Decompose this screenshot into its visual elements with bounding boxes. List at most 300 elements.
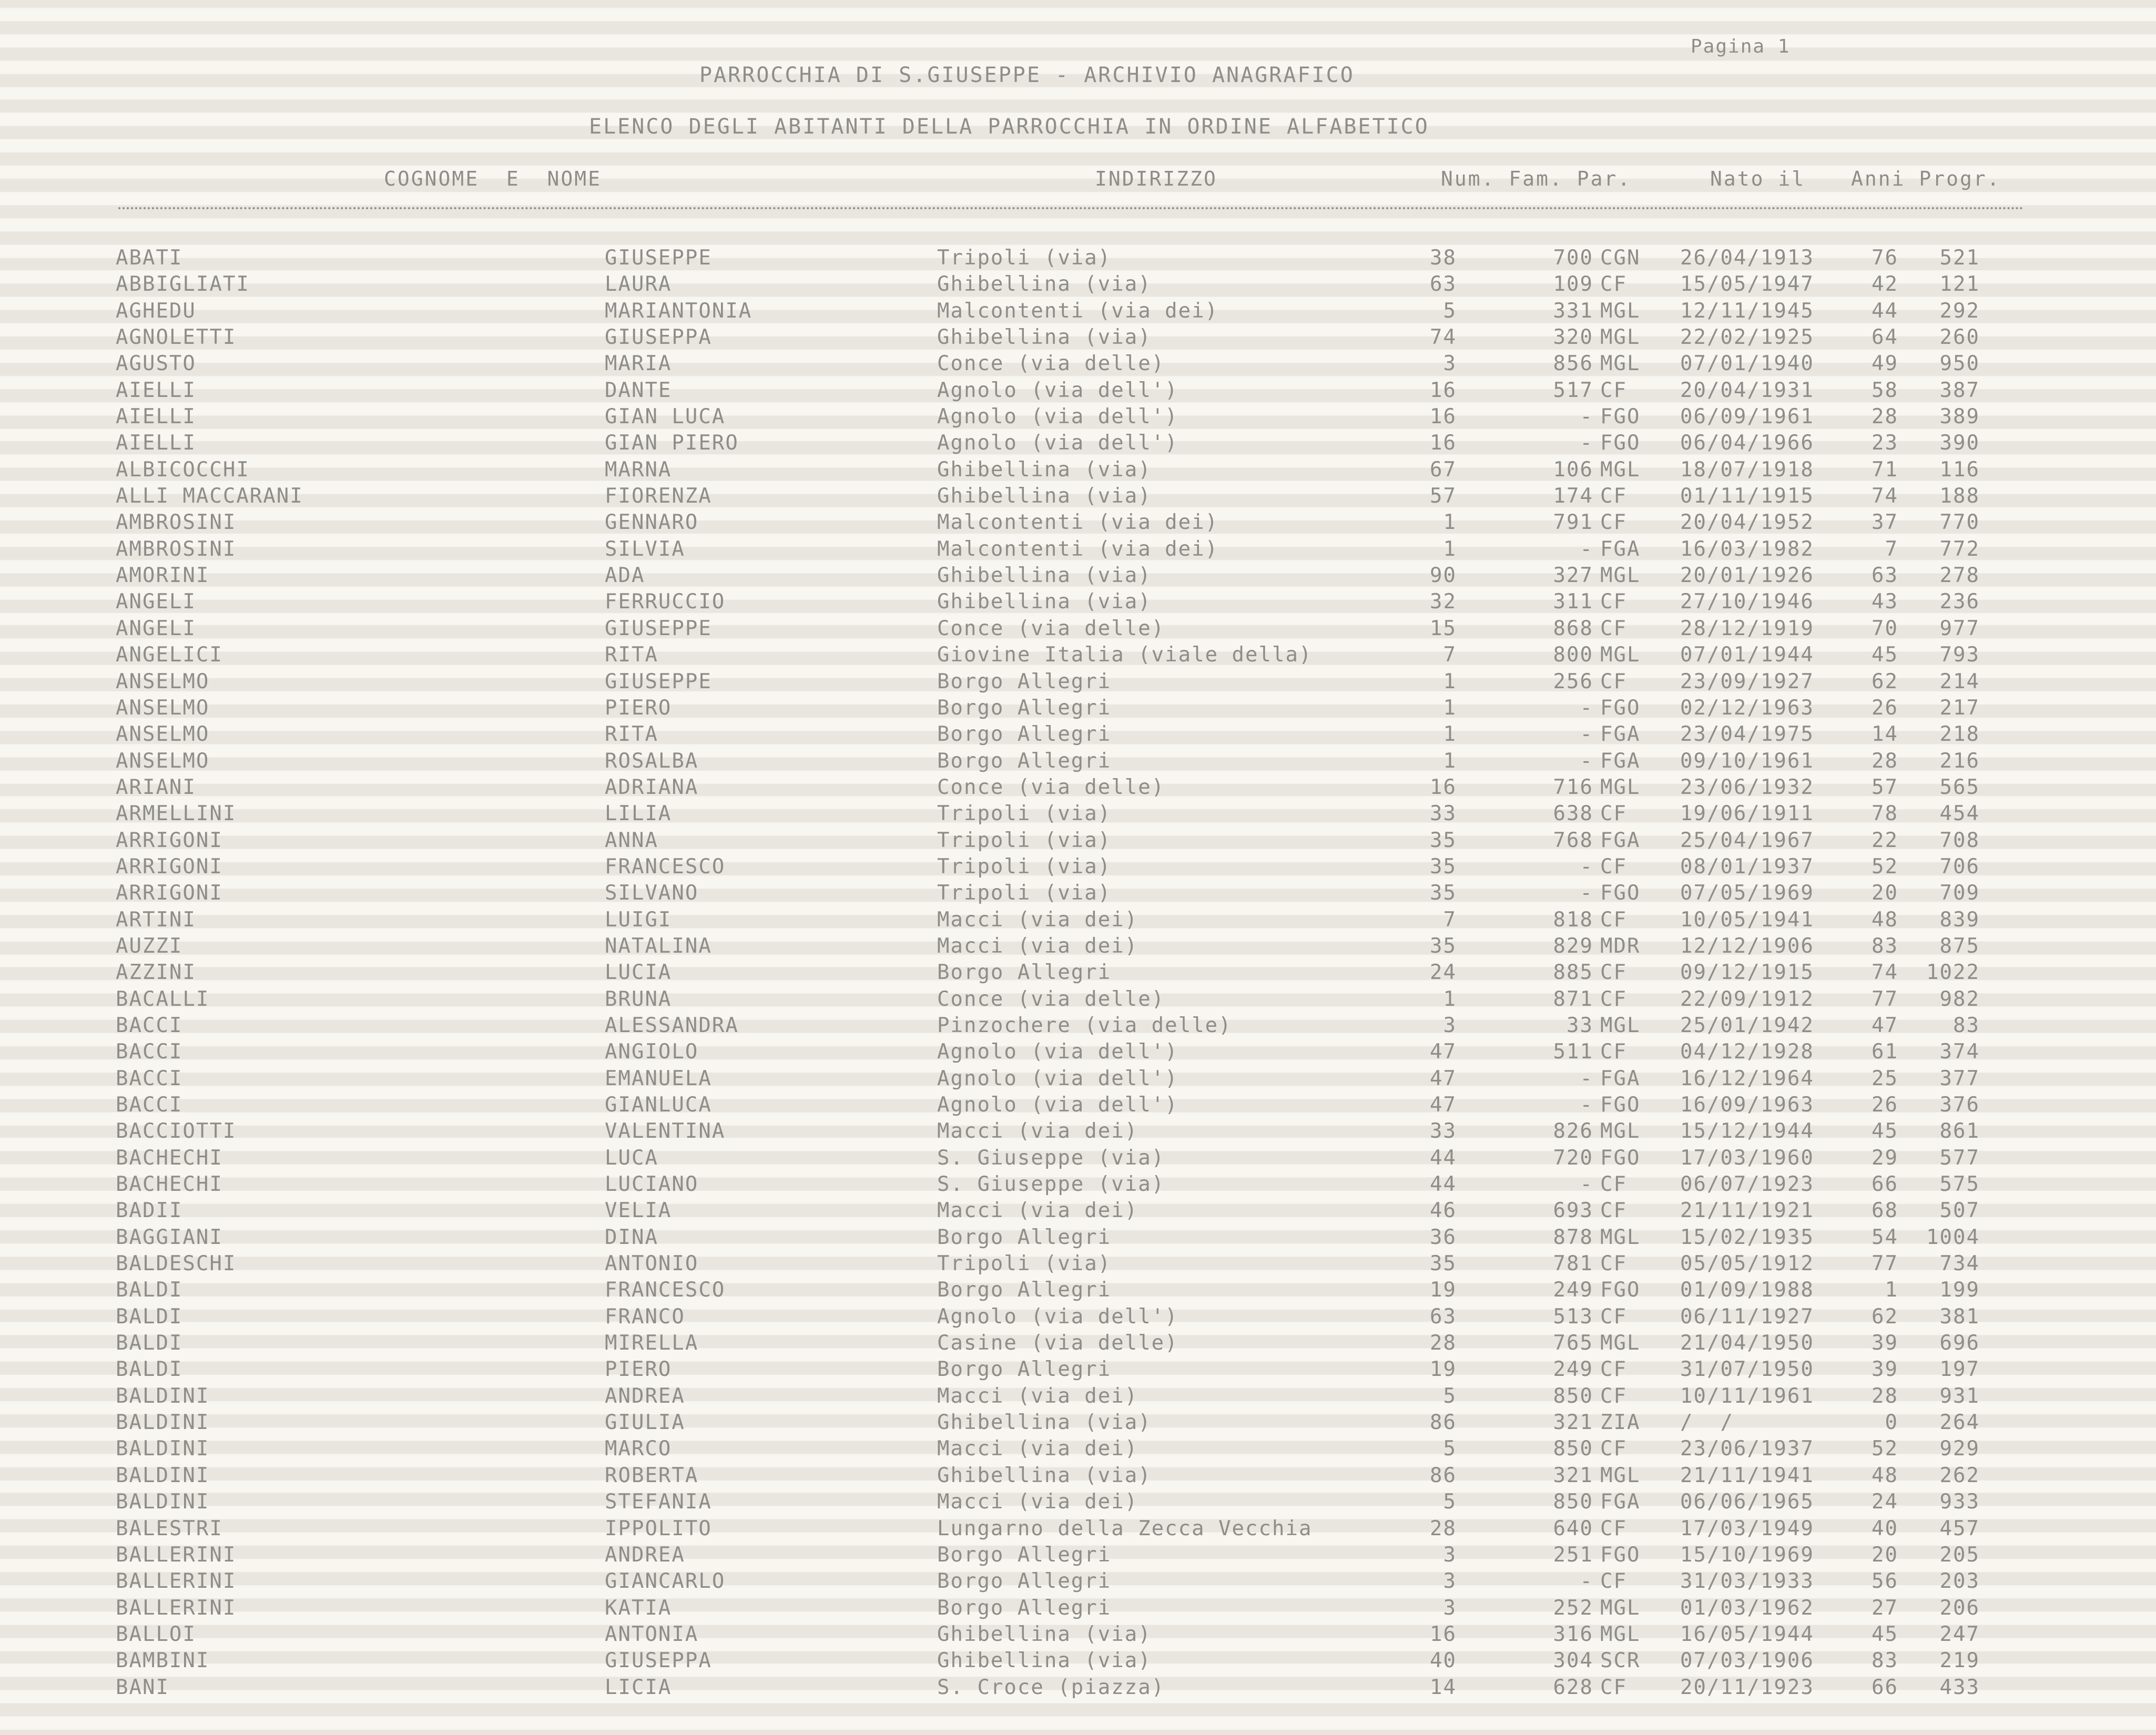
house-number-cell: 40 [1430,1649,1457,1673]
house-number-cell: 47 [1430,1093,1457,1117]
birth-date-cell: 10/05/1941 [1680,907,1814,932]
family-code-cell: 640 [1553,1516,1593,1540]
house-number-cell: 1 [1443,669,1457,693]
surname-cell: AIELLI [116,431,196,455]
given-name-cell: IPPOLITO [605,1516,712,1540]
table-row [0,1435,2156,1461]
resident-list [0,244,2156,1700]
given-name-cell: ROBERTA [605,1463,699,1487]
family-code-cell: 33 [1567,1013,1593,1037]
surname-cell: AGHEDU [116,299,196,323]
given-name-cell: GIUSEPPE [605,616,712,640]
relationship-cell: CF [1600,669,1627,693]
address-cell: Pinzochere (via delle) [937,1013,1232,1037]
surname-cell: ANGELI [116,616,196,640]
age-cell: 20 [1872,1543,1898,1567]
relationship-cell: CF [1600,854,1627,879]
birth-date-cell: 17/03/1949 [1680,1516,1814,1540]
progressive-number-cell: 374 [1939,1040,1980,1064]
address-cell: S. Croce (piazza) [937,1675,1165,1699]
house-number-cell: 35 [1430,881,1457,905]
family-code-cell: 252 [1553,1596,1593,1620]
surname-cell: AZZINI [116,961,196,985]
house-number-cell: 1 [1443,749,1457,773]
age-cell: 14 [1872,722,1898,747]
address-cell: Agnolo (via dell') [937,431,1178,455]
progressive-number-cell: 839 [1939,907,1980,932]
age-cell: 66 [1872,1675,1898,1699]
table-row [0,1223,2156,1250]
given-name-cell: SILVIA [605,537,685,561]
progressive-number-cell: 709 [1939,881,1980,905]
given-name-cell: MARCO [605,1437,672,1461]
surname-cell: BAMBINI [116,1649,210,1673]
age-cell: 74 [1872,484,1898,508]
progressive-number-cell: 121 [1939,272,1980,297]
surname-cell: AIELLI [116,405,196,429]
given-name-cell: VALENTINA [605,1119,726,1144]
birth-date-cell: 09/12/1915 [1680,961,1814,985]
address-cell: Tripoli (via) [937,854,1112,879]
relationship-cell: CGN [1600,246,1641,270]
given-name-cell: VELIA [605,1199,672,1223]
address-cell: Macci (via dei) [937,1490,1138,1514]
table-row [0,1409,2156,1435]
address-cell: Ghibellina (via) [937,484,1152,508]
age-cell: 39 [1872,1358,1898,1382]
relationship-cell: CF [1600,272,1627,297]
family-code-cell: 251 [1553,1543,1593,1567]
relationship-cell: CF [1600,1675,1627,1699]
relationship-cell: SCR [1600,1649,1641,1673]
house-number-cell: 47 [1430,1066,1457,1090]
house-number-cell: 3 [1443,352,1457,376]
family-code-cell: 321 [1553,1411,1593,1435]
table-row [0,1329,2156,1355]
table-row [0,826,2156,853]
house-number-cell: 15 [1430,616,1457,640]
house-number-cell: 1 [1443,511,1457,535]
table-row [0,270,2156,297]
house-number-cell: 86 [1430,1463,1457,1487]
birth-date-cell: 01/09/1988 [1680,1278,1814,1302]
table-row [0,1620,2156,1647]
age-cell: 45 [1872,643,1898,667]
relationship-cell: MDR [1600,934,1641,958]
age-cell: 48 [1872,1463,1898,1487]
relationship-cell: CF [1600,1252,1627,1276]
table-row [0,1488,2156,1514]
relationship-cell: MGL [1600,643,1641,667]
relationship-cell: MGL [1600,299,1641,323]
address-cell: Conce (via delle) [937,775,1165,799]
table-row [0,429,2156,455]
table-row [0,1541,2156,1567]
family-code-cell: 868 [1553,616,1593,640]
family-code-cell: 818 [1553,907,1593,932]
family-code-cell: 826 [1553,1119,1593,1144]
surname-cell: BALDESCHI [116,1252,237,1276]
surname-cell: BANI [116,1675,169,1699]
progressive-number-cell: 772 [1939,537,1980,561]
age-cell: 26 [1872,1093,1898,1117]
surname-cell: ARIANI [116,775,196,799]
relationship-cell: FGO [1600,1146,1641,1170]
surname-cell: BALDI [116,1358,183,1382]
family-code-cell: 791 [1553,511,1593,535]
given-name-cell: DANTE [605,378,672,402]
address-cell: Borgo Allegri [937,1278,1112,1302]
table-row [0,1647,2156,1673]
house-number-cell: 36 [1430,1225,1457,1249]
age-cell: 29 [1872,1146,1898,1170]
progressive-number-cell: 521 [1939,246,1980,270]
family-code-cell: - [1580,405,1593,429]
address-cell: Conce (via delle) [937,352,1165,376]
family-code-cell: 768 [1553,828,1593,852]
table-row [0,615,2156,641]
birth-date-cell: 06/11/1927 [1680,1304,1814,1329]
table-row [0,1276,2156,1302]
birth-date-cell: 22/09/1912 [1680,987,1814,1011]
given-name-cell: ANNA [605,828,658,852]
relationship-cell: CF [1600,1437,1627,1461]
given-name-cell: GIAN LUCA [605,405,726,429]
progressive-number-cell: 381 [1939,1304,1980,1329]
relationship-cell: CF [1600,1569,1627,1594]
given-name-cell: LICIA [605,1675,672,1699]
surname-cell: BALESTRI [116,1516,223,1540]
address-cell: Malcontenti (via dei) [937,299,1219,323]
table-row [0,323,2156,350]
given-name-cell: RITA [605,722,658,747]
address-cell: S. Giuseppe (via) [937,1146,1165,1170]
relationship-cell: MGL [1600,564,1641,588]
family-code-cell: 871 [1553,987,1593,1011]
house-number-cell: 7 [1443,643,1457,667]
family-code-cell: - [1580,854,1593,879]
house-number-cell: 5 [1443,1437,1457,1461]
age-cell: 71 [1872,457,1898,482]
relationship-cell: MGL [1600,1119,1641,1144]
birth-date-cell: 16/05/1944 [1680,1622,1814,1646]
house-number-cell: 35 [1430,1252,1457,1276]
given-name-cell: ADRIANA [605,775,699,799]
family-code-cell: 249 [1553,1278,1593,1302]
progressive-number-cell: 377 [1939,1066,1980,1090]
relationship-cell: MGL [1600,1622,1641,1646]
address-cell: Ghibellina (via) [937,457,1152,482]
progressive-number-cell: 708 [1939,828,1980,852]
table-row [0,853,2156,879]
progressive-number-cell: 262 [1939,1463,1980,1487]
table-row [0,1091,2156,1117]
given-name-cell: FERRUCCIO [605,590,726,614]
relationship-cell: CF [1600,1172,1627,1197]
age-cell: 61 [1872,1040,1898,1064]
table-row [0,800,2156,826]
surname-cell: BACCIOTTI [116,1119,237,1144]
age-cell: 48 [1872,907,1898,932]
table-row [0,588,2156,614]
relationship-cell: MGL [1600,1596,1641,1620]
progressive-number-cell: 390 [1939,431,1980,455]
house-number-cell: 7 [1443,907,1457,932]
house-number-cell: 35 [1430,828,1457,852]
age-cell: 57 [1872,775,1898,799]
house-number-cell: 16 [1430,405,1457,429]
progressive-number-cell: 203 [1939,1569,1980,1594]
table-row [0,1303,2156,1329]
relationship-cell: FGA [1600,537,1641,561]
house-number-cell: 63 [1430,1304,1457,1329]
address-cell: Ghibellina (via) [937,1622,1152,1646]
table-row [0,535,2156,562]
house-number-cell: 28 [1430,1516,1457,1540]
progressive-number-cell: 454 [1939,802,1980,826]
given-name-cell: LUIGI [605,907,672,932]
age-cell: 58 [1872,378,1898,402]
progressive-number-cell: 206 [1939,1596,1980,1620]
given-name-cell: SILVANO [605,881,699,905]
house-number-cell: 44 [1430,1172,1457,1197]
surname-cell: ARRIGONI [116,881,223,905]
age-cell: 52 [1872,854,1898,879]
birth-date-cell: 06/06/1965 [1680,1490,1814,1514]
age-cell: 63 [1872,564,1898,588]
given-name-cell: NATALINA [605,934,712,958]
address-cell: Borgo Allegri [937,1569,1112,1594]
progressive-number-cell: 260 [1939,325,1980,350]
age-cell: 83 [1872,1649,1898,1673]
relationship-cell: FGO [1600,431,1641,455]
address-cell: Ghibellina (via) [937,1411,1152,1435]
progressive-number-cell: 1004 [1926,1225,1980,1249]
family-code-cell: 256 [1553,669,1593,693]
address-cell: Macci (via dei) [937,907,1138,932]
surname-cell: AIELLI [116,378,196,402]
progressive-number-cell: 734 [1939,1252,1980,1276]
birth-date-cell: 15/02/1935 [1680,1225,1814,1249]
given-name-cell: EMANUELA [605,1066,712,1090]
surname-cell: ALLI MACCARANI [116,484,303,508]
family-code-cell: - [1580,1093,1593,1117]
birth-date-cell: 01/03/1962 [1680,1596,1814,1620]
surname-cell: ARRIGONI [116,828,223,852]
family-code-cell: 513 [1553,1304,1593,1329]
given-name-cell: GIULIA [605,1411,685,1435]
address-cell: Borgo Allegri [937,669,1112,693]
surname-cell: ALBICOCCHI [116,457,250,482]
surname-cell: ANSELMO [116,722,210,747]
birth-date-cell: 22/02/1925 [1680,325,1814,350]
birth-date-cell: / / [1680,1411,1734,1435]
given-name-cell: LUCA [605,1146,658,1170]
progressive-number-cell: 387 [1939,378,1980,402]
birth-date-cell: 31/07/1950 [1680,1358,1814,1382]
birth-date-cell: 07/03/1906 [1680,1649,1814,1673]
birth-date-cell: 12/11/1945 [1680,299,1814,323]
relationship-cell: MGL [1600,1225,1641,1249]
address-cell: Borgo Allegri [937,1543,1112,1567]
birth-date-cell: 01/11/1915 [1680,484,1814,508]
house-number-cell: 1 [1443,696,1457,720]
birth-date-cell: 15/05/1947 [1680,272,1814,297]
given-name-cell: GIUSEPPA [605,1649,712,1673]
address-cell: Macci (via dei) [937,1119,1138,1144]
table-row [0,562,2156,588]
age-cell: 20 [1872,881,1898,905]
table-row [0,747,2156,773]
table-row [0,906,2156,932]
house-number-cell: 1 [1443,537,1457,561]
progressive-number-cell: 1022 [1926,961,1980,985]
family-code-cell: - [1580,881,1593,905]
column-header-born: Nato il [1710,167,1806,190]
house-number-cell: 16 [1430,775,1457,799]
table-row [0,641,2156,667]
house-number-cell: 67 [1430,457,1457,482]
given-name-cell: FIORENZA [605,484,712,508]
family-code-cell: 106 [1553,457,1593,482]
house-number-cell: 5 [1443,1490,1457,1514]
table-row [0,456,2156,482]
progressive-number-cell: 977 [1939,616,1980,640]
age-cell: 24 [1872,1490,1898,1514]
birth-date-cell: 06/09/1961 [1680,405,1814,429]
progressive-number-cell: 577 [1939,1146,1980,1170]
family-code-cell: 765 [1553,1331,1593,1355]
age-cell: 44 [1872,299,1898,323]
house-number-cell: 19 [1430,1358,1457,1382]
table-row [0,1144,2156,1170]
progressive-number-cell: 929 [1939,1437,1980,1461]
table-row [0,1515,2156,1541]
page-number: Pagina 1 [1691,36,1791,57]
family-code-cell: 850 [1553,1490,1593,1514]
address-cell: Agnolo (via dell') [937,1093,1178,1117]
progressive-number-cell: 931 [1939,1384,1980,1408]
age-cell: 56 [1872,1569,1898,1594]
given-name-cell: GIUSEPPE [605,246,712,270]
given-name-cell: PIERO [605,1358,672,1382]
relationship-cell: MGL [1600,457,1641,482]
table-row [0,1567,2156,1594]
birth-date-cell: 09/10/1961 [1680,749,1814,773]
progressive-number-cell: 950 [1939,352,1980,376]
progressive-number-cell: 292 [1939,299,1980,323]
document-title: PARROCCHIA DI S.GIUSEPPE - ARCHIVIO ANAGRAFICO [699,63,1355,87]
relationship-cell: FGO [1600,405,1641,429]
house-number-cell: 33 [1430,802,1457,826]
given-name-cell: FRANCESCO [605,854,726,879]
address-cell: Borgo Allegri [937,1225,1112,1249]
age-cell: 49 [1872,352,1898,376]
age-cell: 76 [1872,246,1898,270]
family-code-cell: 320 [1553,325,1593,350]
birth-date-cell: 16/09/1963 [1680,1093,1814,1117]
surname-cell: BACHECHI [116,1172,223,1197]
relationship-cell: CF [1600,907,1627,932]
progressive-number-cell: 247 [1939,1622,1980,1646]
age-cell: 28 [1872,405,1898,429]
table-row [0,1462,2156,1488]
house-number-cell: 16 [1430,378,1457,402]
given-name-cell: GIUSEPPE [605,669,712,693]
relationship-cell: FGA [1600,749,1641,773]
birth-date-cell: 23/06/1932 [1680,775,1814,799]
progressive-number-cell: 83 [1953,1013,1980,1037]
given-name-cell: MARIANTONIA [605,299,752,323]
progressive-number-cell: 861 [1939,1119,1980,1144]
family-code-cell: 693 [1553,1199,1593,1223]
family-code-cell: 321 [1553,1463,1593,1487]
progressive-number-cell: 457 [1939,1516,1980,1540]
table-row [0,694,2156,720]
surname-cell: AMBROSINI [116,537,237,561]
column-header-num-fam-par: Num. Fam. Par. [1441,167,1632,190]
surname-cell: BACCI [116,1093,183,1117]
family-code-cell: - [1580,431,1593,455]
given-name-cell: ANDREA [605,1543,685,1567]
family-code-cell: 511 [1553,1040,1593,1064]
table-row [0,1250,2156,1276]
age-cell: 45 [1872,1119,1898,1144]
address-cell: Macci (via dei) [937,1437,1138,1461]
surname-cell: BAGGIANI [116,1225,223,1249]
age-cell: 66 [1872,1172,1898,1197]
surname-cell: AGNOLETTI [116,325,237,350]
family-code-cell: 304 [1553,1649,1593,1673]
surname-cell: ANGELICI [116,643,223,667]
surname-cell: ARTINI [116,907,196,932]
table-row [0,297,2156,323]
table-row [0,244,2156,270]
birth-date-cell: 20/04/1952 [1680,511,1814,535]
table-row [0,879,2156,905]
surname-cell: BALDI [116,1331,183,1355]
given-name-cell: GIANCARLO [605,1569,726,1594]
relationship-cell: CF [1600,511,1627,535]
given-name-cell: ALESSANDRA [605,1013,739,1037]
age-cell: 62 [1872,669,1898,693]
house-number-cell: 35 [1430,854,1457,879]
house-number-cell: 16 [1430,1622,1457,1646]
house-number-cell: 19 [1430,1278,1457,1302]
surname-cell: BALDINI [116,1463,210,1487]
birth-date-cell: 27/10/1946 [1680,590,1814,614]
progressive-number-cell: 218 [1939,722,1980,747]
address-cell: Tripoli (via) [937,246,1112,270]
surname-cell: BACHECHI [116,1146,223,1170]
surname-cell: BACALLI [116,987,210,1011]
address-cell: S. Giuseppe (via) [937,1172,1165,1197]
document-subtitle: ELENCO DEGLI ABITANTI DELLA PARROCCHIA IN ORDINE ALFABETICO [589,115,1429,139]
surname-cell: ANSELMO [116,749,210,773]
family-code-cell: 878 [1553,1225,1593,1249]
family-code-cell: 331 [1553,299,1593,323]
address-cell: Malcontenti (via dei) [937,511,1219,535]
family-code-cell: 327 [1553,564,1593,588]
family-code-cell: 628 [1553,1675,1593,1699]
surname-cell: BALLOI [116,1622,196,1646]
given-name-cell: ANTONIA [605,1622,699,1646]
progressive-number-cell: 389 [1939,405,1980,429]
address-cell: Tripoli (via) [937,828,1112,852]
progressive-number-cell: 696 [1939,1331,1980,1355]
surname-cell: ANSELMO [116,696,210,720]
relationship-cell: FGO [1600,1093,1641,1117]
